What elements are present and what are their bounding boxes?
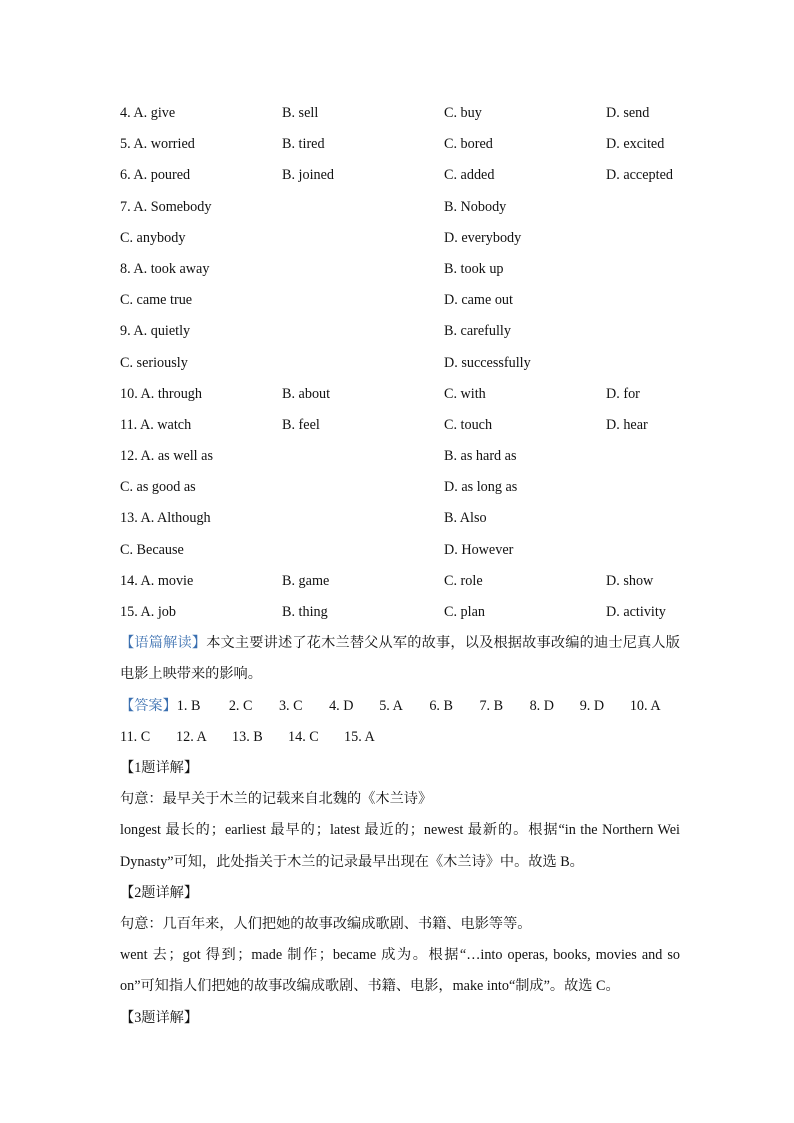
- option-choice: B. game: [282, 572, 330, 589]
- option-choice: C. role: [444, 572, 483, 589]
- answer-item: 14. C: [288, 728, 319, 745]
- reading-tag: 【语篇解读】: [120, 635, 207, 652]
- option-row: [120, 98, 680, 129]
- option-row: [120, 223, 680, 254]
- option-choice: C. buy: [444, 105, 482, 121]
- answer-item: 9. D: [579, 697, 605, 714]
- option-choice: C. bored: [444, 136, 493, 153]
- option-choice: 8. A. took away: [120, 260, 210, 277]
- option-choice: 6. A. poured: [120, 167, 191, 184]
- option-row: [120, 316, 680, 347]
- option-row: [120, 160, 680, 191]
- answer-item: 10. A: [629, 697, 661, 714]
- option-choice: 13. A. Although: [120, 510, 211, 527]
- answer-item: 2. C: [228, 697, 253, 714]
- reading-text: 本文主要讲述了花木兰替父从军的故事，以及根据故事改编的迪士尼真人版电影上映带来的影响。: [120, 635, 680, 683]
- answer-item: 6. B: [429, 697, 453, 714]
- option-row: [120, 597, 680, 628]
- option-choice: D. for: [606, 385, 640, 402]
- q1-translation: 句意：最早关于木兰的记载来自北魏的《木兰诗》: [120, 791, 433, 808]
- option-choice: 14. A. movie: [120, 572, 194, 589]
- option-choice: C. with: [444, 385, 486, 402]
- answer-item: 1. B: [176, 697, 201, 714]
- option-choice: 5. A. worried: [120, 136, 195, 153]
- q2-translation: 句意：几百年来，人们把她的故事改编成歌剧、书籍、电影等等。: [120, 916, 532, 933]
- option-choice: C. Because: [120, 541, 184, 558]
- option-choice: D. activity: [606, 604, 666, 620]
- answer-item: 7. B: [479, 697, 504, 714]
- option-choice: B. took up: [444, 260, 504, 277]
- q2-explanation: went 去；got 得到；made 制作；became 成为。根据“…into operas, books, movies and so on”可知指人们把她的故事改编成歌剧、书籍、电影，make into“制成”。故选 C。: [120, 947, 680, 995]
- option-row: [120, 192, 680, 223]
- option-choice: B. about: [282, 385, 331, 402]
- option-choice: D. However: [444, 541, 514, 558]
- option-choice: 15. A. job: [120, 604, 176, 620]
- option-choice: D. came out: [444, 292, 513, 309]
- q1-explanation: longest 最长的；earliest 最早的；latest 最近的；newest 最新的。根据“in the Northern Wei Dynasty”可知，此处指关于木兰的记录最早出现在《木兰诗》中。故选 B。: [120, 822, 680, 870]
- option-choice: 10. A. through: [120, 385, 202, 402]
- option-row: [120, 379, 680, 410]
- answers-row-1: [120, 691, 680, 722]
- option-choice: C. touch: [444, 416, 493, 433]
- reading-paragraph: [120, 628, 680, 690]
- option-row: [120, 503, 680, 534]
- option-choice: D. hear: [606, 416, 648, 433]
- q2-heading: 【2题详解】: [120, 884, 199, 901]
- document-content: [120, 98, 680, 1034]
- option-choice: C. added: [444, 167, 495, 184]
- option-choice: B. carefully: [444, 323, 511, 340]
- answer-item: 4. D: [329, 697, 354, 714]
- answer-item: 12. A: [176, 728, 207, 745]
- option-row: [120, 566, 680, 597]
- option-row: [120, 535, 680, 566]
- option-choice: 9. A. quietly: [120, 323, 191, 340]
- option-choice: B. feel: [282, 416, 320, 433]
- option-choice: B. as hard as: [444, 448, 517, 465]
- answer-item: 3. C: [278, 697, 303, 714]
- option-choice: D. send: [606, 105, 650, 121]
- option-choice: C. as good as: [120, 479, 196, 496]
- option-choice: B. joined: [282, 167, 335, 184]
- option-row: [120, 410, 680, 441]
- answer-item: 8. D: [529, 697, 555, 714]
- option-choice: D. successfully: [444, 354, 531, 371]
- option-choice: B. thing: [282, 604, 328, 620]
- option-choice: D. excited: [606, 136, 665, 153]
- option-row: [120, 441, 680, 472]
- option-choice: 11. A. watch: [120, 416, 192, 433]
- answers-tag: 【答案】: [120, 697, 177, 714]
- q1-heading: 【1题详解】: [120, 760, 199, 776]
- option-choice: C. seriously: [120, 354, 188, 371]
- answer-item: 15. A: [344, 728, 375, 745]
- option-row: [120, 285, 680, 316]
- options-list: [120, 98, 680, 628]
- option-choice: D. everybody: [444, 229, 522, 246]
- answer-item: 11. C: [120, 728, 151, 745]
- option-row: [120, 254, 680, 285]
- option-choice: 7. A. Somebody: [120, 198, 212, 215]
- option-choice: B. sell: [282, 105, 319, 121]
- answer-item: 13. B: [232, 728, 263, 745]
- option-choice: B. Nobody: [444, 198, 507, 215]
- option-choice: B. tired: [282, 136, 325, 153]
- q3-heading: 【3题详解】: [120, 1009, 199, 1026]
- option-choice: C. came true: [120, 292, 193, 309]
- option-row: [120, 472, 680, 503]
- option-row: [120, 129, 680, 160]
- option-choice: D. accepted: [606, 167, 673, 184]
- option-choice: 4. A. give: [120, 105, 176, 121]
- answers-row-2: [120, 722, 680, 753]
- option-row: [120, 348, 680, 379]
- option-choice: 12. A. as well as: [120, 448, 213, 465]
- option-choice: C. anybody: [120, 229, 186, 246]
- option-choice: B. Also: [444, 510, 487, 527]
- option-choice: D. show: [606, 572, 654, 589]
- option-choice: D. as long as: [444, 479, 518, 496]
- answer-item: 5. A: [379, 697, 403, 714]
- option-choice: C. plan: [444, 604, 485, 620]
